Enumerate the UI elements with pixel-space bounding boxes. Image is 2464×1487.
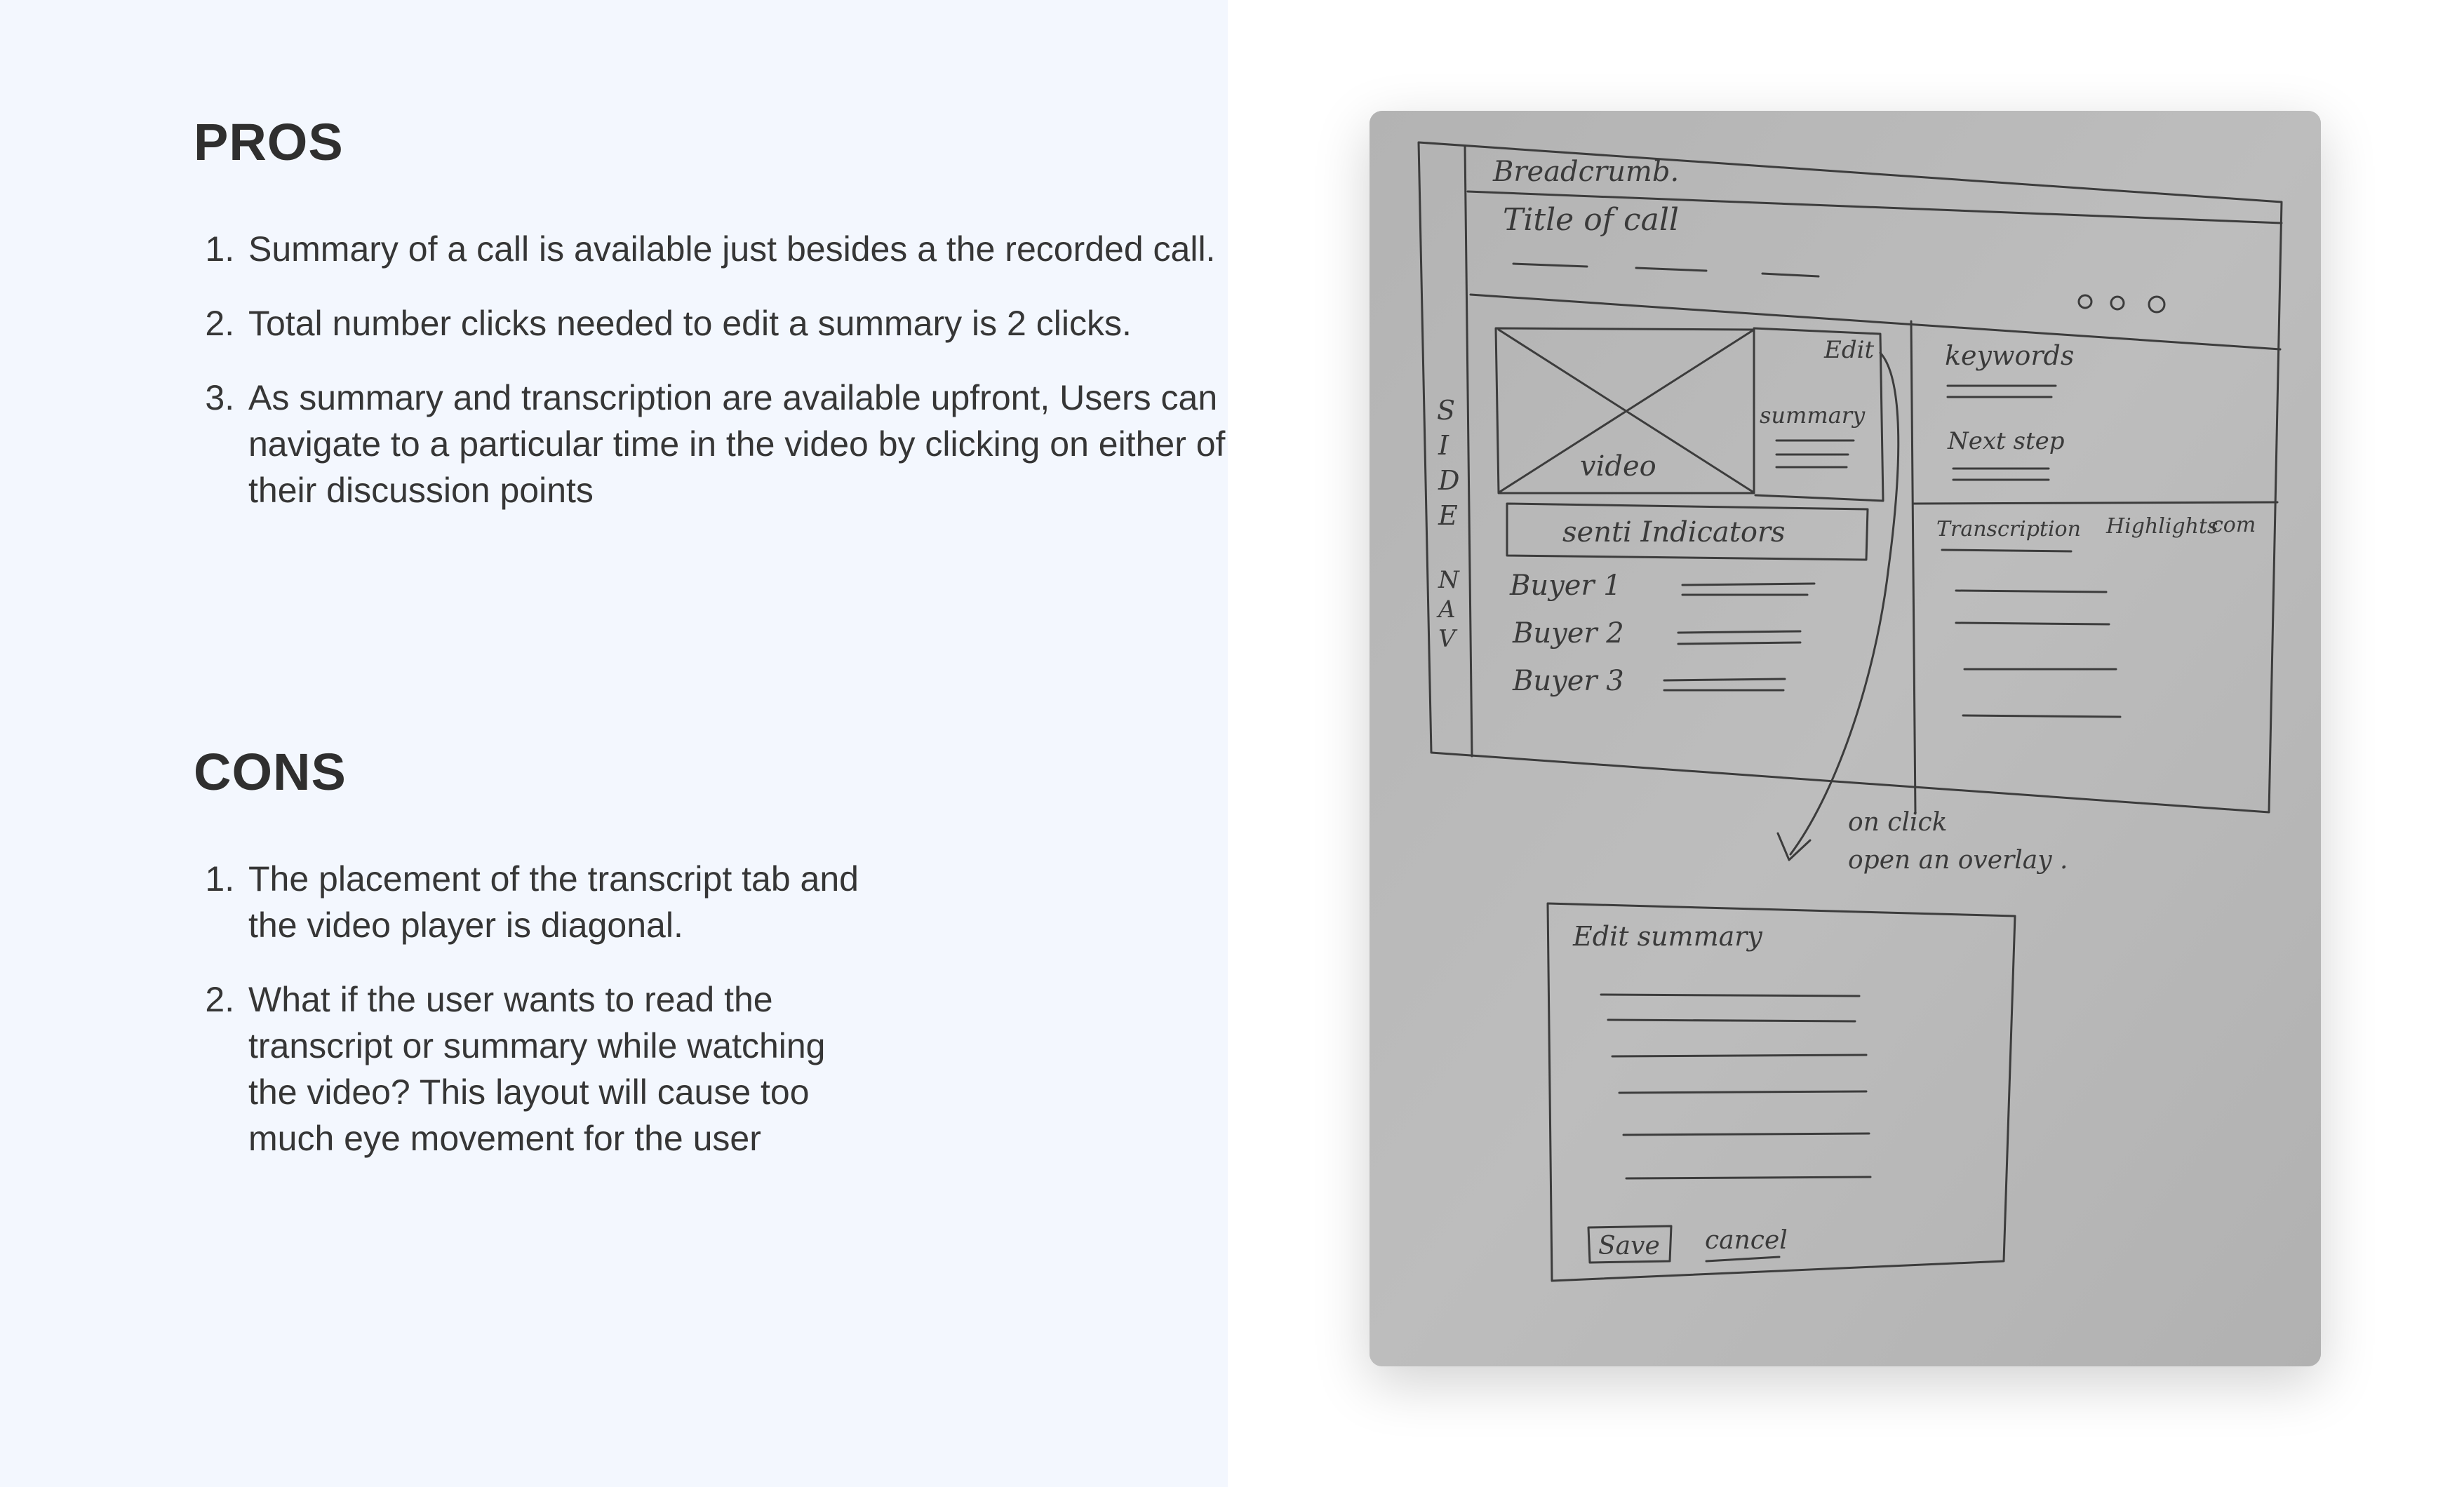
notes-panel bbox=[0, 0, 1228, 1487]
cons-list bbox=[194, 856, 880, 1190]
side-nav-letter: N bbox=[1438, 566, 1459, 594]
right-divider bbox=[1914, 502, 2277, 504]
pros-item: 2. Total number clicks needed to edit a summary is 2 clicks. bbox=[244, 300, 1228, 346]
sketch-video-label: video bbox=[1580, 450, 1656, 483]
sketch-buyer-1: Buyer 1 bbox=[1510, 570, 1621, 602]
cons-item: 1. The placement of the transcript tab and the video player is diagonal. bbox=[244, 856, 880, 948]
cons-item: 2. What if the user wants to read the transcript or summary while watching the video? This layout will cause too much eye movement for the user bbox=[244, 976, 880, 1162]
sketch-tab-highlights: Highlights bbox=[2106, 514, 2218, 539]
side-nav-letter: D bbox=[1438, 465, 1460, 496]
sketch-senti-indicators: senti Indicators bbox=[1562, 516, 1786, 549]
sketch-overlay-title: Edit summary bbox=[1573, 921, 1762, 952]
sketch-next-step: Next step bbox=[1948, 427, 2065, 455]
sketch-keywords: keywords bbox=[1945, 340, 2075, 371]
sketch-summary-label: summary bbox=[1760, 402, 1866, 429]
side-nav-letter: V bbox=[1438, 625, 1456, 653]
sketch-annotation-2: open an overlay . bbox=[1848, 846, 2068, 875]
sketch-buyer-2: Buyer 2 bbox=[1513, 617, 1624, 650]
pros-list bbox=[194, 226, 1228, 541]
sketch-tab-com: com bbox=[2211, 513, 2256, 537]
cons-heading: CONS bbox=[194, 743, 347, 801]
pros-item: 3. As summary and transcription are available upfront, Users can navigate to a particular time in the video by clicking on either of their discussion points bbox=[244, 375, 1228, 513]
side-nav-letter: A bbox=[1438, 596, 1456, 624]
sketch-buyer-3: Buyer 3 bbox=[1513, 665, 1624, 697]
sketch-edit-link: Edit bbox=[1824, 336, 1875, 364]
pros-heading: PROS bbox=[194, 113, 344, 171]
sketch-tab-transcription: Transcription bbox=[1936, 517, 2081, 541]
active-tab-underline bbox=[1942, 550, 2071, 551]
sketch-save-label: Save bbox=[1598, 1232, 1660, 1260]
wireframe-sketch-image bbox=[1370, 111, 2321, 1366]
sketch-annotation-1: on click bbox=[1848, 808, 1948, 837]
side-nav-letter: S bbox=[1437, 395, 1456, 426]
side-nav-letter: I bbox=[1438, 430, 1449, 461]
pros-item: 1. Summary of a call is available just besides a the recorded call. bbox=[244, 226, 1228, 272]
sketch-title-of-call: Title of call bbox=[1503, 202, 1679, 238]
side-nav-letter: E bbox=[1438, 500, 1458, 531]
sketch-cancel-label: cancel bbox=[1705, 1226, 1788, 1255]
sketch-breadcrumb: Breadcrumb. bbox=[1493, 156, 1680, 188]
